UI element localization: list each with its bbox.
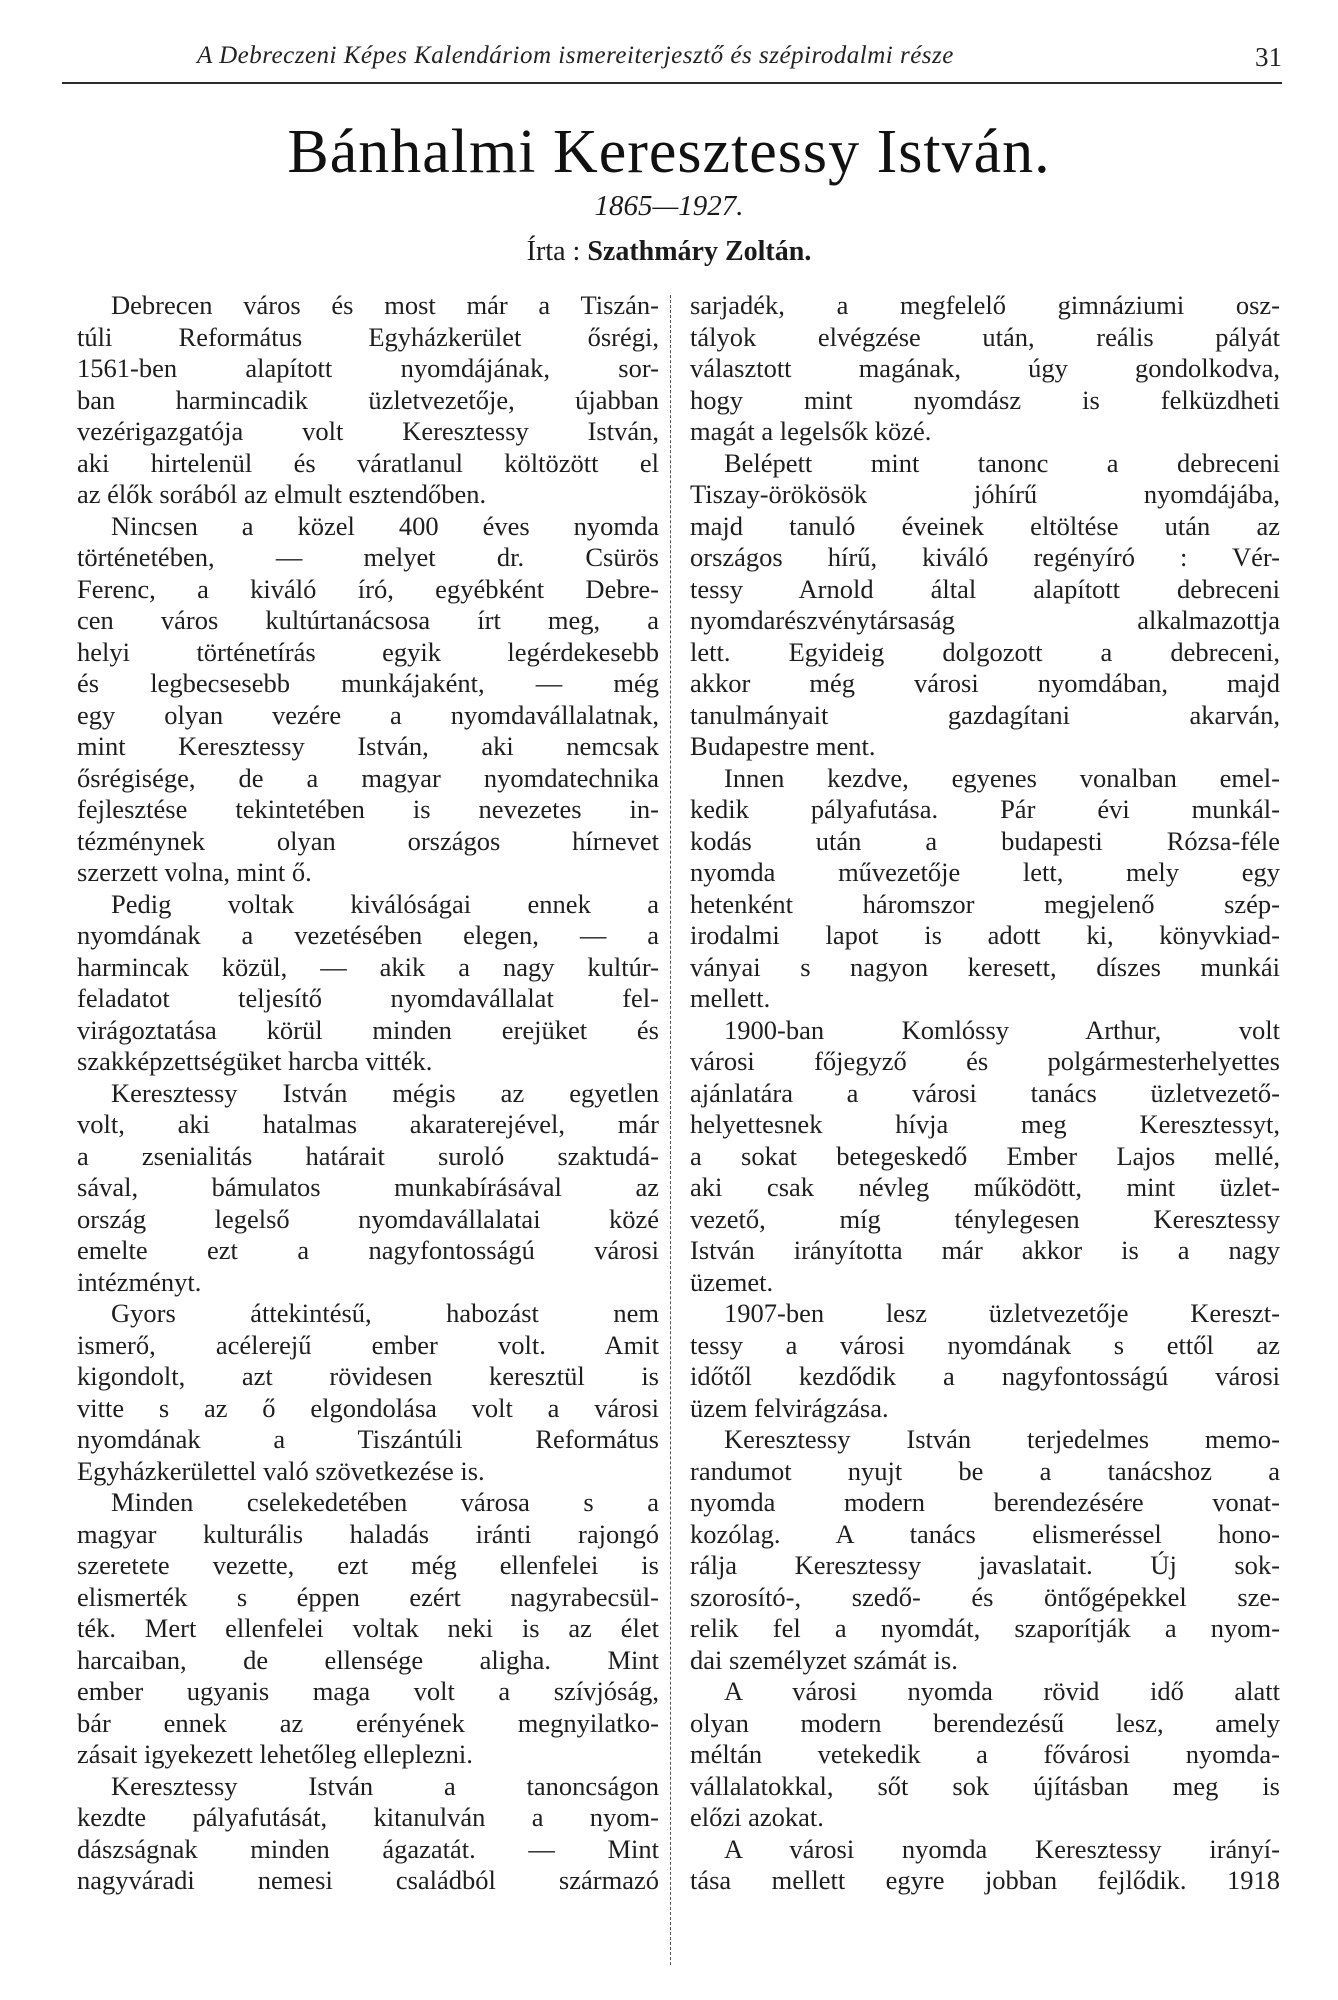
text-line: hogy mint nyomdász is felküzdheti	[690, 384, 1280, 415]
text-line: nyomdának a vezetésében elegen, — a	[77, 920, 659, 950]
text-line: ajánlatára a városi tanács üzletvezető-	[690, 1077, 1280, 1108]
text-line: nyomdarészvénytársaság alkalmazottja	[690, 605, 1280, 635]
text-line: virágoztatása körül minden erejüket és	[77, 1014, 659, 1045]
text-line: relik fel a nyomdát, szaporítják a nyom-	[690, 1613, 1280, 1643]
text-line: volt, aki hatalmas akaraterejével, már	[77, 1109, 659, 1139]
byline-author: Szathmáry Zoltán.	[587, 236, 812, 267]
text-line: István irányította már akkor is a nagy	[690, 1235, 1280, 1265]
text-line: tályok elvégzése után, reális pályát	[690, 321, 1280, 352]
text-line: ban harmincadik üzletvezetője, újabban	[77, 384, 659, 415]
text-line: olyan modern berendezésű lesz, amely	[690, 1707, 1280, 1738]
text-line: országos hírű, kiváló regényíró : Vér-	[690, 542, 1280, 572]
right-column	[690, 290, 1280, 1897]
text-line: magyar kulturális haladás iránti rajongó	[77, 1518, 659, 1549]
text-line: nagyváradi nemesi családból származó	[77, 1865, 659, 1895]
text-line: vitte s az ő elgondolása volt a városi	[77, 1392, 659, 1423]
article-years: 1865—1927.	[594, 190, 744, 222]
article-title: Bánhalmi Keresztessy István.	[287, 118, 1051, 186]
text-line: nyomdának a Tiszántúli Református	[77, 1424, 659, 1454]
text-line: ősrégisége, de a magyar nyomdatechnika	[77, 762, 659, 793]
text-line: kigondolt, azt rövidesen keresztül is	[77, 1361, 659, 1391]
article-byline	[0, 236, 1338, 268]
text-line: emelte ezt a nagyfontosságú városi	[77, 1235, 659, 1265]
text-line: harcaiban, de ellensége aligha. Mint	[77, 1644, 659, 1675]
text-line: dászságnak minden ágazatát. — Mint	[77, 1833, 659, 1864]
text-line: cen város kultúrtanácsosa írt meg, a	[77, 605, 659, 635]
text-line: üzem felvirágzása.	[690, 1392, 889, 1423]
text-line: túli Református Egyházkerület ősrégi,	[77, 321, 659, 352]
text-line: A városi nyomda Keresztessy irányí-	[724, 1833, 1280, 1864]
text-line: Keresztessy István mégis az egyetlen	[111, 1077, 659, 1108]
text-line: mint Keresztessy István, aki nemcsak	[77, 731, 659, 761]
text-line: szerzett volna, mint ő.	[77, 857, 312, 887]
text-line: hetenként háromszor megjelenő szép-	[690, 888, 1280, 919]
text-line: az élők sorából az elmult esztendőben.	[77, 479, 487, 509]
text-line: 1900-ban Komlóssy Arthur, volt	[724, 1014, 1280, 1045]
text-line: Keresztessy István terjedelmes memo-	[724, 1424, 1280, 1454]
text-line: irodalmi lapot is adott ki, könyvkiad-	[690, 920, 1280, 950]
column-divider	[670, 295, 671, 1965]
text-line: kodás után a budapesti Rózsa-féle	[690, 825, 1280, 856]
text-line: választott magának, úgy gondolkodva,	[690, 353, 1280, 383]
text-line: lett. Egyideig dolgozott a debreceni,	[690, 636, 1280, 667]
text-line: A városi nyomda rövid idő alatt	[724, 1676, 1280, 1706]
text-line: a zsenialitás határait suroló szaktudá-	[77, 1140, 659, 1171]
page-number: 31	[1255, 42, 1282, 72]
text-line: sarjadék, a megfelelő gimnáziumi osz-	[690, 290, 1280, 320]
text-line: egy olyan vezére a nyomdavállalatnak,	[77, 699, 659, 730]
text-line: mellett.	[690, 983, 771, 1013]
text-line: ványai s nagyon keresett, díszes munkái	[690, 951, 1280, 982]
text-line: Tiszay-örökösök jóhírű nyomdájába,	[690, 479, 1280, 509]
text-line: üzemet.	[690, 1266, 774, 1297]
text-line: feladatot teljesítő nyomdavállalat fel-	[77, 983, 659, 1013]
text-line: előzi azokat.	[690, 1802, 824, 1832]
text-line: 1561-ben alapított nyomdájának, sor-	[77, 353, 659, 383]
text-line: akkor még városi nyomdában, majd	[690, 668, 1280, 698]
text-line: és legbecsesebb munkájaként, — még	[77, 668, 659, 698]
text-line: helyettesnek hívja meg Keresztessyt,	[690, 1109, 1280, 1139]
text-line: majd tanuló éveinek eltöltése után az	[690, 510, 1280, 541]
text-line: tanulmányait gazdagítani akarván,	[690, 699, 1280, 730]
text-line: tessy Arnold által alapított debreceni	[690, 573, 1280, 604]
left-column	[77, 290, 659, 1897]
text-line: Budapestre ment.	[690, 731, 876, 761]
text-line: tessy a városi nyomdának s ettől az	[690, 1329, 1280, 1360]
text-line: vállalatokkal, sőt sok újításban meg is	[690, 1770, 1280, 1801]
text-line: dai személyzet számát is.	[690, 1644, 958, 1675]
text-line: Egyházkerülettel való szövetkezése is.	[77, 1455, 485, 1486]
text-line: Belépett mint tanonc a debreceni	[724, 447, 1280, 478]
text-line: történetében, — melyet dr. Csürös	[77, 542, 659, 572]
text-line: szorosító-, szedő- és öntőgépekkel sze-	[690, 1581, 1280, 1612]
text-line: zásait igyekezett lehetőleg elleplezni.	[77, 1739, 473, 1769]
text-line: aki hirtelenül és váratlanul költözött el	[77, 447, 659, 478]
text-line: városi főjegyző és polgármesterhelyettes	[690, 1046, 1280, 1076]
text-line: ismerő, acélerejű ember volt. Amit	[77, 1329, 659, 1360]
byline-prefix: Írta :	[526, 236, 581, 267]
text-line: bár ennek az erényének megnyilatko-	[77, 1707, 659, 1738]
text-line: Pedig voltak kiválóságai ennek a	[111, 888, 659, 919]
page-header	[62, 42, 1282, 84]
text-line: kezdte pályafutását, kitanulván a nyom-	[77, 1802, 659, 1832]
running-head: A Debreczeni Képes Kalendáriom ismereiterjesztő és szépirodalmi része	[197, 42, 954, 69]
text-line: ték. Mert ellenfelei voltak neki is az élet	[77, 1613, 659, 1643]
text-line: Gyors áttekintésű, habozást nem	[111, 1298, 659, 1328]
text-line: kedik pályafutása. Pár évi munkál-	[690, 794, 1280, 824]
text-line: Innen kezdve, egyenes vonalban emel-	[724, 762, 1280, 793]
text-line: Nincsen a közel 400 éves nyomda	[111, 510, 659, 541]
text-line: ember ugyanis maga volt a szívjóság,	[77, 1676, 659, 1706]
text-line: a sokat betegeskedő Ember Lajos mellé,	[690, 1140, 1280, 1171]
text-line: ország legelső nyomdavállalatai közé	[77, 1203, 659, 1234]
text-line: kozólag. A tanács elismeréssel hono-	[690, 1518, 1280, 1549]
text-line: vezérigazgatója volt Keresztessy István,	[77, 416, 659, 446]
text-line: intézményt.	[77, 1266, 202, 1297]
text-line: sával, bámulatos munkabírásával az	[77, 1172, 659, 1202]
text-line: randumot nyujt be a tanácshoz a	[690, 1455, 1280, 1486]
text-line: Ferenc, a kiváló író, egyébként Debre-	[77, 573, 659, 604]
text-line: Minden cselekedetében városa s a	[111, 1487, 659, 1517]
text-line: elismerték s éppen ezért nagyrabecsül-	[77, 1581, 659, 1612]
text-line: időtől kezdődik a nagyfontosságú városi	[690, 1361, 1280, 1391]
text-line: nyomda művezetője lett, mely egy	[690, 857, 1280, 887]
text-line: tézménynek olyan országos hírnevet	[77, 825, 659, 856]
text-line: Keresztessy István a tanoncságon	[111, 1770, 659, 1801]
text-line: szakképzettségüket harcba vitték.	[77, 1046, 433, 1076]
text-line: méltán vetekedik a fővárosi nyomda-	[690, 1739, 1280, 1769]
text-line: nyomda modern berendezésére vonat-	[690, 1487, 1280, 1517]
text-line: harmincak közül, — akik a nagy kultúr-	[77, 951, 659, 982]
text-line: 1907-ben lesz üzletvezetője Kereszt-	[724, 1298, 1280, 1328]
text-line: vezető, míg ténylegesen Keresztessy	[690, 1203, 1280, 1234]
text-line: helyi történetírás egyik legérdekesebb	[77, 636, 659, 667]
text-line: aki csak névleg működött, mint üzlet-	[690, 1172, 1280, 1202]
text-line: Debrecen város és most már a Tiszán-	[111, 290, 659, 320]
text-line: magát a legelsők közé.	[690, 416, 932, 446]
text-line: rálja Keresztessy javaslatait. Új sok-	[690, 1550, 1280, 1580]
text-line: fejlesztése tekintetében is nevezetes in-	[77, 794, 659, 824]
text-line: szeretete vezette, ezt még ellenfelei is	[77, 1550, 659, 1580]
text-line: tása mellett egyre jobban fejlődik. 1918	[690, 1865, 1280, 1895]
